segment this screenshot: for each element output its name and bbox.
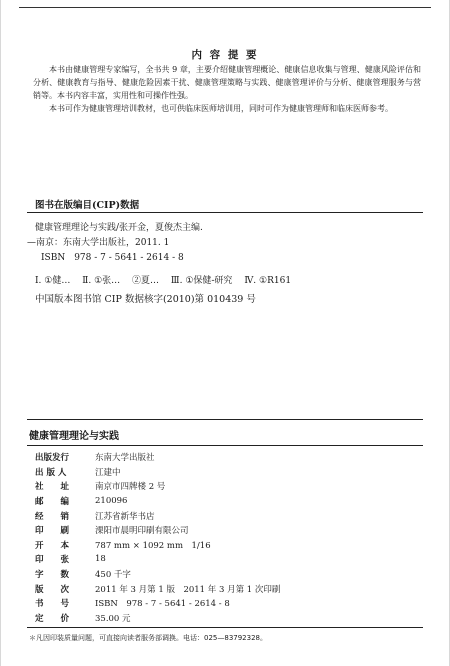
detail-value: 787 mm × 1092 mm 1/16 [95,540,211,551]
detail-value: 210096 [95,496,128,507]
title-bottom-rule [27,445,423,446]
detail-row [35,479,415,494]
publication-details-table [35,450,415,625]
detail-value: 东南大学出版社 [95,453,155,464]
detail-label: 出 版 人 [35,467,67,478]
detail-value: 18 [95,554,106,565]
cip-title-line: 健康管理理论与实践/张开金，夏俊杰主编. [35,223,203,233]
detail-row [35,523,415,538]
detail-row [35,552,415,567]
detail-value: 江苏省新华书店 [95,511,155,522]
summary-paragraph-2: 本书可作为健康管理培训教材，也可供临床医师培训用，同时可作为健康管理师和临床医师参考。 [49,104,393,113]
cip-publisher-line: —南京：东南大学出版社，2011. 1 [27,238,170,248]
cip-heading: 图书在版编目(CIP)数据 [35,200,140,211]
detail-label: 字 数 [35,570,70,581]
detail-row [35,494,415,509]
top-rule [19,7,431,8]
detail-label: 出版发行 [35,453,70,464]
cip-class-3: ②夏… [132,276,160,286]
detail-row [35,567,415,582]
detail-label: 印 张 [35,555,70,566]
detail-label: 邮 编 [35,497,70,508]
detail-label: 印 刷 [35,526,70,537]
detail-row [35,596,415,611]
cip-class-4: Ⅲ. ①保健-研究 [170,276,233,286]
detail-value: 江建中 [95,467,121,478]
cip-verification: 中国版本图书馆 CIP 数据核字(2010)第 010439 号 [35,294,256,305]
detail-row [35,465,415,480]
footer-rule [27,627,423,628]
detail-value: 南京市四牌楼 2 号 [95,482,166,493]
book-title: 健康管理理论与实践 [29,431,119,442]
detail-value: 2011 年 3 月第 1 版 2011 年 3 月第 1 次印刷 [95,584,281,595]
detail-label: 版 次 [35,584,70,595]
cip-class-5: Ⅳ. ①R161 [244,276,292,286]
detail-value: 450 千字 [95,570,131,581]
detail-label: 开 本 [35,540,70,551]
detail-label: 社 址 [35,482,70,493]
detail-value: 35.00 元 [95,613,131,624]
summary-text [33,63,421,115]
detail-row [35,450,415,465]
summary-paragraph-1: 本书由健康管理专家编写，全书共 9 章，主要介绍健康管理概论、健康信息收集与管理、健康风险评估和分析、健康教育与指导、健康危险因素干扰、健康管理策略与实践、健康管理评价与分析、健康管理服务与营销等。本书内容丰富，实用性和可操作性强。 [33,65,421,100]
detail-label: 书 号 [35,599,70,610]
detail-row [35,508,415,523]
footer-note: ＊凡因印装质量问题，可直接向读者服务部调换。电话：025—83792328。 [29,634,267,642]
cip-class-2: Ⅱ. ①张… [82,276,121,286]
cip-class-1: Ⅰ. ①健… [35,276,71,286]
title-top-rule [27,419,423,420]
detail-value: ISBN 978 - 7 - 5641 - 2614 - 8 [95,599,230,610]
cip-top-rule [27,212,423,213]
cip-classification [35,273,419,289]
cip-block [27,221,419,308]
detail-row [35,611,415,626]
summary-heading: 内 容 提 要 [191,49,259,61]
cip-isbn-line: ISBN 978 - 7 - 5641 - 2614 - 8 [41,253,184,263]
detail-value: 溧阳市晨明印刷有限公司 [95,526,189,537]
detail-label: 经 销 [35,511,70,522]
detail-row [35,538,415,553]
detail-label: 定 价 [35,613,70,624]
detail-row [35,581,415,596]
